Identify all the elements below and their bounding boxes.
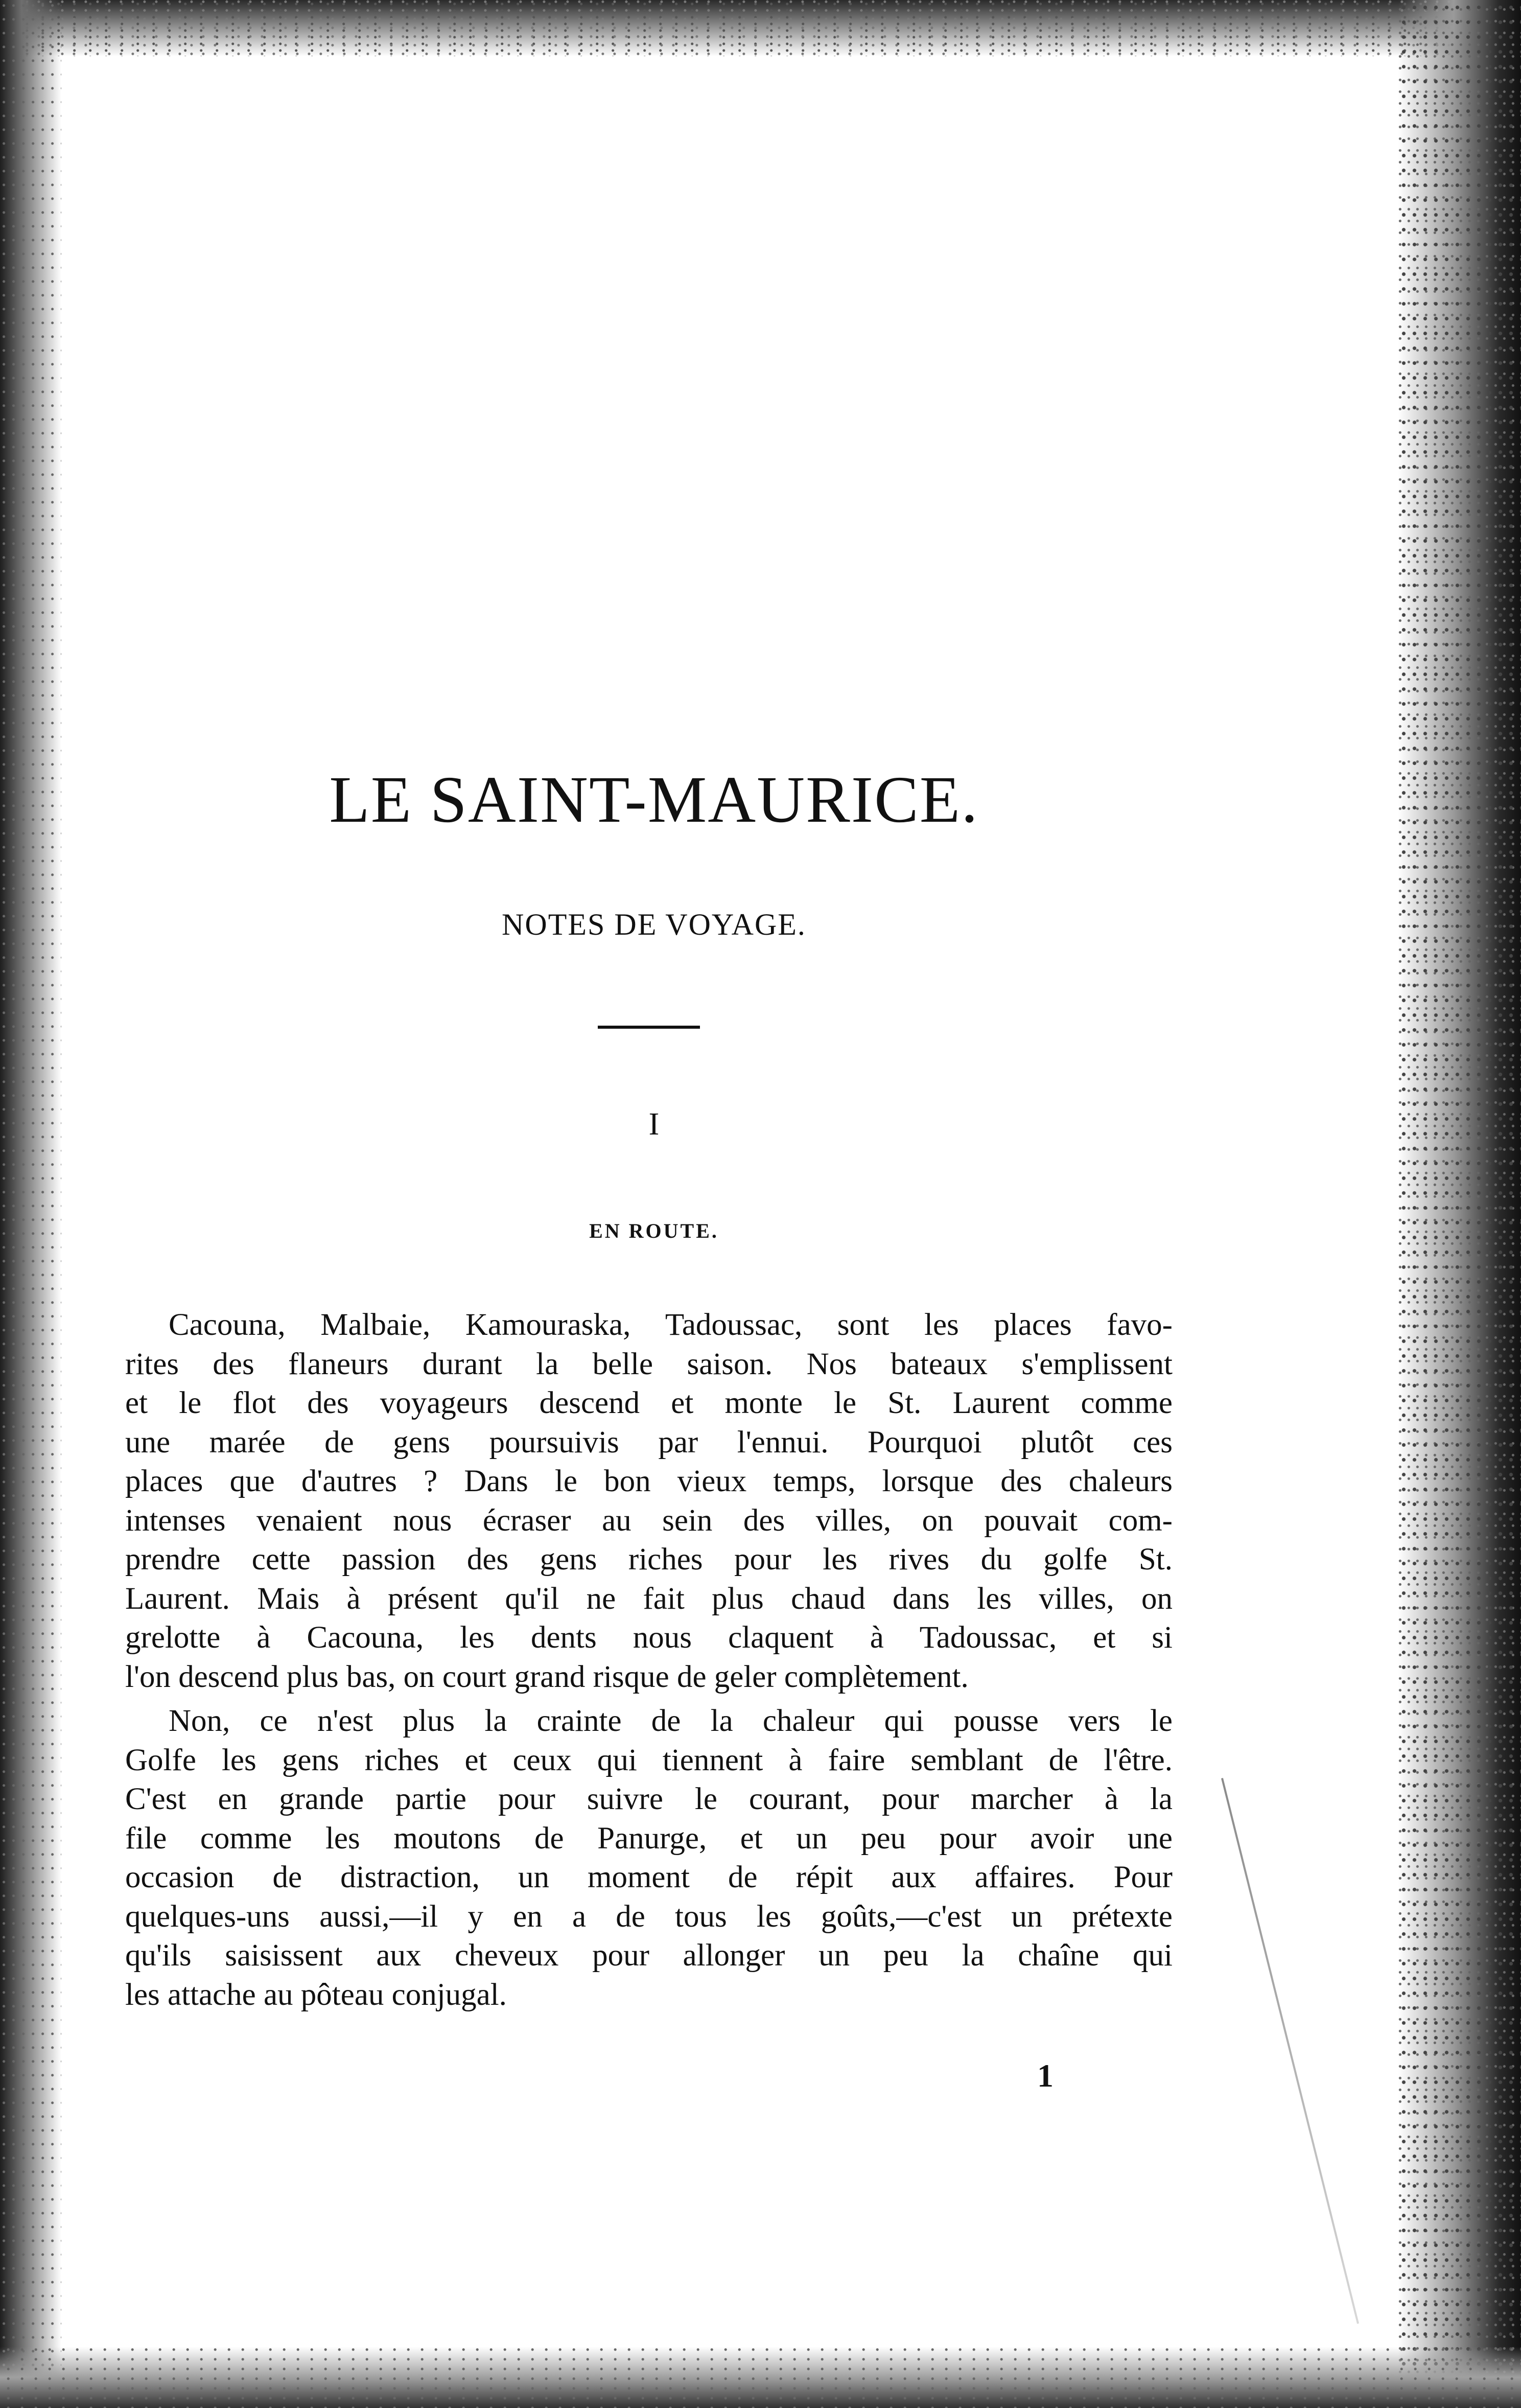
text-line: qu'ils saisissent aux cheveux pour allonger un peu la chaîne qui bbox=[125, 1938, 1173, 1973]
text-line: et le flot des voyageurs descend et monte le St. Laurent comme bbox=[125, 1386, 1173, 1420]
chapter-title: EN ROUTE. bbox=[589, 1219, 719, 1242]
paragraph-1 bbox=[125, 1306, 1173, 1697]
paragraph-gap bbox=[125, 1697, 1173, 1702]
body-text bbox=[125, 1306, 1173, 2015]
text-line: Cacouna, Malbaie, Kamouraska, Tadoussac, sont les places favo- bbox=[169, 1308, 1173, 1342]
scan-edge-bottom bbox=[0, 2347, 1521, 2408]
text-line: Golfe les gens riches et ceux qui tiennent à faire semblant de l'être. bbox=[125, 1743, 1173, 1777]
text-line: C'est en grande partie pour suivre le courant, pour marcher à la bbox=[125, 1782, 1173, 1816]
paper-crease bbox=[1221, 1778, 1359, 2324]
text-line: quelques-uns aussi,—il y en a de tous les goûts,—c'est un prétexte bbox=[125, 1899, 1173, 1934]
text-line: les attache au pôteau conjugal. bbox=[125, 1977, 507, 2012]
text-line: rites des flaneurs durant la belle saison. Nos bateaux s'emplissent bbox=[125, 1347, 1173, 1381]
text-line: occasion de distraction, un moment de répit aux affaires. Pour bbox=[125, 1860, 1173, 1894]
scan-edge-right bbox=[1398, 0, 1521, 2408]
page-title: LE SAINT-MAURICE. bbox=[329, 763, 979, 837]
page-subtitle: NOTES DE VOYAGE. bbox=[502, 908, 806, 941]
text-line: prendre cette passion des gens riches pour les rives du golfe St. bbox=[125, 1542, 1173, 1577]
paragraph-2 bbox=[125, 1702, 1173, 2015]
text-line: l'on descend plus bas, on court grand risque de geler complètement. bbox=[125, 1659, 969, 1694]
text-line: Laurent. Mais à présent qu'il ne fait plus chaud dans les villes, on bbox=[125, 1581, 1173, 1616]
text-line: file comme les moutons de Panurge, et un peu pour avoir une bbox=[125, 1821, 1173, 1856]
text-line: grelotte à Cacouna, les dents nous claquent à Tadoussac, et si bbox=[125, 1620, 1173, 1655]
text-line: Non, ce n'est plus la crainte de la chaleur qui pousse vers le bbox=[169, 1704, 1173, 1738]
scan-edge-left bbox=[0, 0, 61, 2408]
title-rule-divider bbox=[598, 1026, 700, 1029]
text-line: une marée de gens poursuivis par l'ennui. Pourquoi plutôt ces bbox=[125, 1425, 1173, 1460]
chapter-number: I bbox=[648, 1107, 660, 1142]
page-number: 1 bbox=[1037, 2057, 1054, 2094]
text-line: places que d'autres ? Dans le bon vieux temps, lorsque des chaleurs bbox=[125, 1464, 1173, 1498]
text-line: intenses venaient nous écraser au sein des villes, on pouvait com- bbox=[125, 1503, 1173, 1538]
scan-edge-top bbox=[0, 0, 1521, 56]
